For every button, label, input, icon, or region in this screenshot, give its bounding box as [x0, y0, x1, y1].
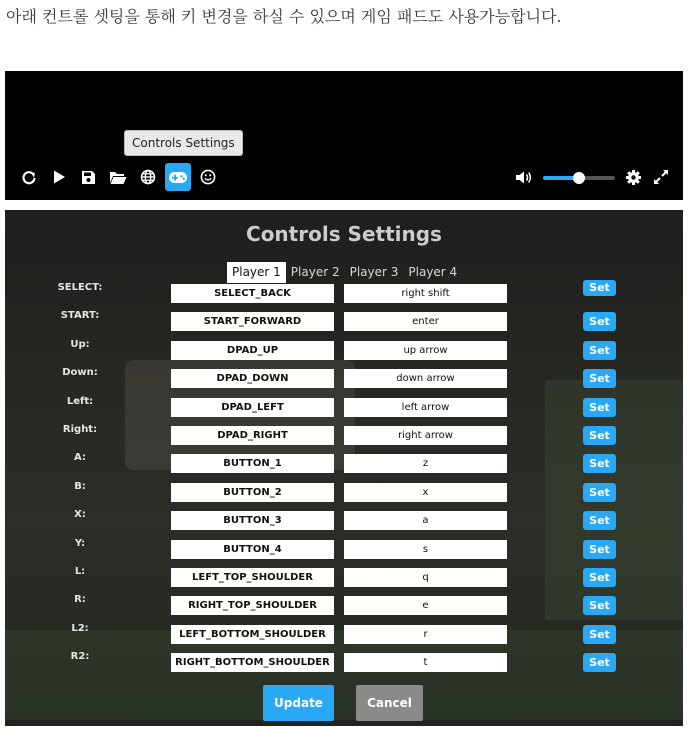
- control-row: [5, 593, 683, 615]
- tab-player-3[interactable]: Player 3: [349, 265, 399, 279]
- control-row: [5, 423, 683, 445]
- intro-text: 아래 컨트롤 셋팅을 통해 키 변경을 하실 수 있으며 게임 패드도 사용가능합니다.: [6, 7, 562, 26]
- control-label: L2:: [71, 623, 89, 634]
- set-button[interactable]: Set: [583, 483, 616, 502]
- gamepad-binding-field[interactable]: BUTTON_3: [171, 511, 334, 530]
- gamepad-binding-field[interactable]: BUTTON_4: [171, 540, 334, 559]
- control-label: Left:: [66, 396, 94, 407]
- settings-button[interactable]: [620, 163, 646, 191]
- set-button[interactable]: Set: [583, 653, 616, 672]
- netplay-button[interactable]: [135, 163, 161, 191]
- control-label: R2:: [70, 651, 90, 662]
- gamepad-binding-field[interactable]: LEFT_BOTTOM_SHOULDER: [171, 625, 334, 644]
- control-label: L:: [74, 566, 86, 577]
- set-button[interactable]: Set: [583, 280, 616, 296]
- keyboard-binding-field[interactable]: q: [344, 568, 507, 587]
- control-row: [5, 480, 683, 502]
- volume-handle[interactable]: [573, 172, 585, 184]
- keyboard-binding-field[interactable]: right arrow: [344, 426, 507, 445]
- tab-player-4[interactable]: Player 4: [408, 265, 458, 279]
- control-label: R:: [74, 594, 86, 605]
- set-button[interactable]: Set: [583, 540, 616, 559]
- control-label: Up:: [70, 339, 90, 350]
- keyboard-binding-field[interactable]: up arrow: [344, 341, 507, 360]
- control-label: SELECT:: [57, 282, 103, 293]
- gamepad-binding-field[interactable]: LEFT_TOP_SHOULDER: [171, 568, 334, 587]
- tab-player-2[interactable]: Player 2: [290, 265, 340, 279]
- set-button[interactable]: Set: [583, 511, 616, 530]
- volume-icon: [515, 170, 533, 185]
- control-row: [5, 537, 683, 559]
- play-icon: [51, 169, 67, 185]
- gamepad-binding-field[interactable]: RIGHT_BOTTOM_SHOULDER: [171, 653, 334, 672]
- fullscreen-button[interactable]: [648, 163, 674, 191]
- control-row: [5, 338, 683, 360]
- gamepad-icon: [168, 171, 188, 184]
- keyboard-binding-field[interactable]: right shift: [344, 284, 507, 303]
- update-button[interactable]: Update: [263, 685, 334, 721]
- control-row: [5, 395, 683, 417]
- play-button[interactable]: [46, 163, 72, 191]
- control-row: [5, 622, 683, 644]
- gamepad-binding-field[interactable]: SELECT_BACK: [171, 284, 334, 303]
- gamepad-binding-field[interactable]: DPAD_DOWN: [171, 369, 334, 388]
- gamepad-binding-field[interactable]: RIGHT_TOP_SHOULDER: [171, 596, 334, 615]
- keyboard-binding-field[interactable]: z: [344, 454, 507, 473]
- control-row: [5, 309, 683, 331]
- keyboard-binding-field[interactable]: x: [344, 483, 507, 502]
- cancel-button[interactable]: Cancel: [356, 685, 423, 721]
- tab-player-1[interactable]: Player 1: [227, 262, 286, 283]
- gamepad-binding-field[interactable]: DPAD_UP: [171, 341, 334, 360]
- keyboard-binding-field[interactable]: down arrow: [344, 369, 507, 388]
- set-button[interactable]: Set: [583, 369, 616, 388]
- settings-icon: [625, 169, 642, 186]
- volume-slider[interactable]: [543, 176, 615, 180]
- gamepad-binding-field[interactable]: DPAD_RIGHT: [171, 426, 334, 445]
- set-button[interactable]: Set: [583, 312, 616, 331]
- control-row: [5, 281, 683, 303]
- set-button[interactable]: Set: [583, 568, 616, 587]
- globe-icon: [140, 169, 156, 185]
- controls-settings-button[interactable]: [165, 163, 191, 191]
- keyboard-binding-field[interactable]: left arrow: [344, 398, 507, 417]
- keyboard-binding-field[interactable]: e: [344, 596, 507, 615]
- control-label: Down:: [62, 367, 98, 378]
- keyboard-binding-field[interactable]: a: [344, 511, 507, 530]
- control-label: Y:: [74, 538, 86, 549]
- mute-button[interactable]: [511, 163, 537, 191]
- control-row: [5, 565, 683, 587]
- save-icon: [81, 170, 96, 185]
- controls-settings-dialog: [5, 210, 683, 726]
- keyboard-binding-field[interactable]: r: [344, 625, 507, 644]
- control-row: [5, 650, 683, 672]
- gamepad-binding-field[interactable]: BUTTON_2: [171, 483, 334, 502]
- folder-icon: [109, 170, 127, 185]
- restart-button[interactable]: [16, 163, 42, 191]
- keyboard-binding-field[interactable]: s: [344, 540, 507, 559]
- cheats-button[interactable]: [195, 163, 221, 191]
- set-button[interactable]: Set: [583, 426, 616, 445]
- player-tabs: [227, 262, 462, 283]
- dialog-title: Controls Settings: [246, 222, 442, 246]
- restart-icon: [21, 169, 37, 185]
- gamepad-binding-field[interactable]: BUTTON_1: [171, 454, 334, 473]
- set-button[interactable]: Set: [583, 596, 616, 615]
- set-button[interactable]: Set: [583, 341, 616, 360]
- controls-settings-tooltip: Controls Settings: [124, 130, 243, 156]
- fullscreen-icon: [653, 169, 669, 185]
- keyboard-binding-field[interactable]: t: [344, 653, 507, 672]
- smiley-icon: [200, 169, 216, 185]
- keyboard-binding-field[interactable]: enter: [344, 312, 507, 331]
- set-button[interactable]: Set: [583, 454, 616, 473]
- gamepad-binding-field[interactable]: DPAD_LEFT: [171, 398, 334, 417]
- set-button[interactable]: Set: [583, 398, 616, 417]
- control-label: A:: [74, 452, 86, 463]
- control-row: [5, 366, 683, 388]
- control-label: X:: [74, 509, 86, 520]
- control-row: [5, 508, 683, 530]
- control-label: Right:: [62, 424, 98, 435]
- set-button[interactable]: Set: [583, 625, 616, 644]
- control-row: [5, 451, 683, 473]
- control-label: B:: [74, 481, 86, 492]
- load-state-button[interactable]: [105, 163, 131, 191]
- save-state-button[interactable]: [75, 163, 101, 191]
- control-label: START:: [60, 310, 100, 321]
- gamepad-binding-field[interactable]: START_FORWARD: [171, 312, 334, 331]
